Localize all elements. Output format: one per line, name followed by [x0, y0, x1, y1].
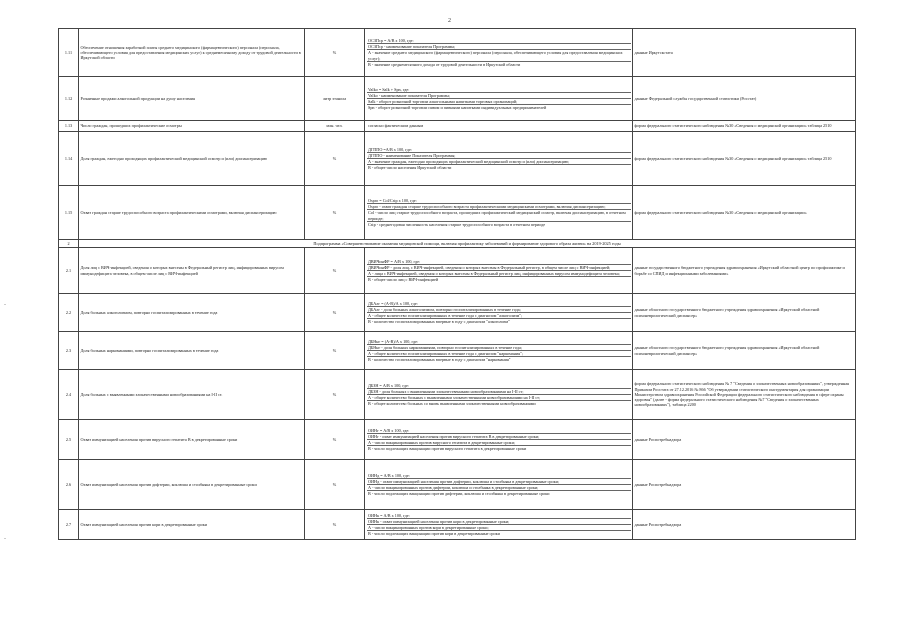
indicator-name: Доля лиц с ВИЧ-инфекцией, сведения о которых внесены в Федеральный регистр лиц, инфицированных вирусом иммунодефицита человека, в общем числе лиц с ВИЧ-инфекцией [79, 248, 305, 294]
table-row [59, 132, 856, 186]
unit-of-measure: % [305, 460, 365, 510]
method-line: Valko - наименование показателя Программы; [367, 93, 631, 99]
method-line: В - общее число населения Иркутской области [368, 165, 452, 171]
method-line: А - общее количество госпитализированных в течение года с диагнозом "алкоголизм"; [367, 313, 631, 319]
method-line: В - число подлежащих вакцинации против дифтерии, коклюша и столбняка в декретированные сроки [368, 491, 550, 497]
calculation-method [365, 77, 633, 121]
method-line: ДБЗН - доля больных с выявленными злокачественными новообразованиями на I-II ст; [367, 389, 631, 395]
indicators-block-1 [59, 29, 856, 240]
data-source: форма федерального статистического наблюдения №30 «Сведения о медицинской организации» таблица 2510 [633, 132, 856, 186]
row-number: 2.5 [59, 420, 79, 460]
page-number: 2 [448, 18, 451, 24]
margin-mark: - [4, 536, 6, 542]
method-line: Ospro - охват граждан старше трудоспособного возраста профилактическими медицинскими осмотрами, включая диспансеризацию; [367, 204, 631, 210]
section-block [59, 240, 856, 248]
section-row [59, 240, 856, 248]
indicator-name: Доля больных наркоманиями, повторно госпитализированных в течение года [79, 332, 305, 370]
margin-mark: - [4, 302, 6, 308]
method-line: ОСЗПср - наименование показателя Программы; [367, 44, 631, 50]
method-line: ОИНк = А/В х 100, где: [367, 513, 631, 519]
row-number: 1.15 [59, 186, 79, 240]
indicator-name: Доля больных с выявленными злокачественными новообразованиями на I-II ст. [79, 370, 305, 420]
method-line: ДБЗН = А/В х 100, где: [367, 383, 631, 389]
method-line: ОИНд = А/В х 100, где: [367, 473, 631, 479]
method-line: Col - число лиц старше трудоспособного возраста, прошедших профилактический медицинский осмотр, включая диспансеризацию, в отчетном периоде; [367, 210, 631, 222]
unit-of-measure: % [305, 420, 365, 460]
data-source: данные Федеральной службы государственной статистики (Росстат) [633, 77, 856, 121]
method-line: ОИНг - охват иммунизацией населения против вирусного гепатита В в декретированные сроки; [367, 434, 631, 440]
calculation-method [365, 132, 633, 186]
indicator-name: Охват иммунизацией населения против кори в декретированные сроки [79, 510, 305, 540]
table-row [59, 420, 856, 460]
row-number: 2.4 [59, 370, 79, 420]
method-line: ОИНг = А/В х 100, где: [367, 428, 631, 434]
calculation-method [365, 121, 633, 132]
unit-of-measure: литр этанола [305, 77, 365, 121]
indicator-name: Охват иммунизацией населения против вирусного гепатита В в декретированные сроки [79, 420, 305, 460]
method-line: В - число подлежащих вакцинации против кори в декретированные сроки [368, 531, 500, 537]
method-line: Ospro = Col/Cstp х 100, где: [367, 198, 631, 204]
indicator-name: Охват граждан старше трудоспособного возраста профилактическими осмотрами, включая диспансеризацию [79, 186, 305, 240]
row-number: 1.14 [59, 132, 79, 186]
method-line: согласно фактическим данным [368, 123, 424, 129]
data-source: данные областного государственного бюджетного учреждения здравоохранения «Иркутский областной психоневрологический диспансер» [633, 332, 856, 370]
method-line: ДБНнг = (А-В)/А х 100, где: [367, 339, 631, 345]
unit-of-measure: % [305, 332, 365, 370]
calculation-method [365, 510, 633, 540]
method-line: ДВИЧинФР = А/В х 100, где: [367, 259, 631, 265]
indicators-block-2 [59, 248, 856, 540]
method-line: В - количество госпитализированных впервые в году с диагнозом "алкоголизм" [368, 319, 510, 325]
calculation-method [365, 332, 633, 370]
indicator-name: Розничные продажи алкогольной продукции на душу населения [79, 77, 305, 121]
data-source: данные областного государственного бюджетного учреждения здравоохранения «Иркутский областной психоневрологический диспансер» [633, 294, 856, 332]
data-source: данные Иркутскстата [633, 29, 856, 77]
method-line: Salk - оборот розничной торговли алкогольными напитками торговых организаций; [367, 99, 631, 105]
row-number: 1.13 [59, 121, 79, 132]
calculation-method [365, 370, 633, 420]
method-line: А - значение среднего медицинского (фармацевтического) персонала (персонала, обеспечивающего условия для предоставления медицинских услуг); [367, 50, 631, 62]
row-number: 1.11 [59, 29, 79, 77]
unit-of-measure: % [305, 186, 365, 240]
method-line: А - лица с ВИЧ-инфекцией, сведения о которых внесены в Федеральный регистр лиц, инфицированных вирусом иммунодефицита человека; [367, 271, 631, 277]
method-line: ДБНнг - доля больных наркоманиями, повторно госпитализированных в течение года; [367, 345, 631, 351]
section-number: 2 [59, 240, 79, 248]
method-line: ДГППО =А/В х 100, где: [367, 147, 631, 153]
method-line: ОИНд - охват иммунизацией населения против дифтерии, коклюша и столбняка в декретированные сроки; [367, 479, 631, 485]
indicators-table [58, 28, 856, 540]
method-line: ДБАлг = (А-В)/А х 100, где: [367, 301, 631, 307]
indicator-name: Обеспечение отношения заработной платы среднего медицинского (фармацевтического) персонала (персонала, обеспечивающего условия для предоставления медицинских услуг) к среднемесячному доходу от трудовой деятельности в Иркутской области [79, 29, 305, 77]
method-line: А - общее количество госпитализированных в течение года с диагнозом "наркомания"; [367, 351, 631, 357]
method-line: А - число вакцинированных против кори в декретированные сроки; [367, 525, 631, 531]
row-number: 2.6 [59, 460, 79, 510]
calculation-method [365, 186, 633, 240]
unit-of-measure: % [305, 510, 365, 540]
indicator-name: Доля больных алкоголизмом, повторно госпитализированных в течение года [79, 294, 305, 332]
table-row [59, 370, 856, 420]
table-row [59, 294, 856, 332]
calculation-method [365, 29, 633, 77]
method-line: ОСЗПср = А/В х 100, где: [367, 38, 631, 44]
row-number: 2.2 [59, 294, 79, 332]
calculation-method [365, 420, 633, 460]
unit-of-measure: % [305, 248, 365, 294]
calculation-method [365, 460, 633, 510]
method-line: В - число подлежащих вакцинации против вирусного гепатита в декретированные сроки [368, 446, 527, 452]
row-number: 2.3 [59, 332, 79, 370]
table-row [59, 510, 856, 540]
section-title: Подпрограмма «Совершенствование оказания медицинской помощи, включая профилактику заболеваний и формирование здорового образа жизни» на 2019-2025 годы [79, 240, 856, 248]
calculation-method [365, 294, 633, 332]
table-row [59, 332, 856, 370]
indicator-name: Доля граждан, ежегодно проходящих профилактический медицинский осмотр и (или) диспансеризацию [79, 132, 305, 186]
row-number: 2.1 [59, 248, 79, 294]
data-source: данные государственного бюджетного учреждения здравоохранения «Иркутский областной центр по профилактике и борьбе со СПИД и инфекционными заболеваниями» [633, 248, 856, 294]
unit-of-measure: % [305, 29, 365, 77]
unit-of-measure: % [305, 132, 365, 186]
data-source: данные Роспотребнадзора [633, 420, 856, 460]
method-line: А - общее количество больных с выявленными злокачественными новообразованиями на I-II ст; [367, 395, 631, 401]
table-row [59, 248, 856, 294]
data-source: форма федерального статистического наблюдения № 7 "Сведения о злокачественных новообразованиях", утвержденная Приказом Росстата от 27.12.2016 № 866 "Об утверждении статистического инструментария для организации Министерством здравоохранения Российской Федерации федерального статистического наблюдения в сфере охраны здоровья" (далее - форма федерального статистического наблюдения №7 "Сведения о злокачественных новообразованиях"), таблица 2200 [633, 370, 856, 420]
table-row [59, 460, 856, 510]
indicator-name: Число граждан, прошедших профилактические осмотры [79, 121, 305, 132]
method-line: В - количество госпитализированных впервые в году с диагнозом "наркомания" [368, 357, 511, 363]
unit-of-measure: % [305, 370, 365, 420]
method-line: В - значение среднемесячного дохода от трудовой деятельности в Иркутской области [368, 61, 521, 67]
method-line: В - общее количество больных со вновь выявленными злокачественными новообразованиями [368, 401, 536, 407]
method-line: В - общее число лиц с ВИЧ-инфекцией [368, 277, 439, 283]
row-number: 1.12 [59, 77, 79, 121]
method-line: Valko = Salk + Spn, где: [367, 87, 631, 93]
method-line: Cstp - среднегодовая численность населения старше трудоспособного возраста в отчетном периоде [368, 221, 546, 227]
table-row [59, 77, 856, 121]
data-source: данные Роспотребнадзора [633, 460, 856, 510]
method-line: ОИНк - охват иммунизацией населения против кори в декретированные сроки; [367, 519, 631, 525]
method-line: ДБАлг - доля больных алкоголизмом, повторно госпитализированных в течение года; [367, 307, 631, 313]
unit-of-measure: % [305, 294, 365, 332]
method-line: А - число вакцинированных против дифтерии, коклюша и столбняка в декретированные сроки; [367, 485, 631, 491]
row-number: 2.7 [59, 510, 79, 540]
method-line: ДГППО - наименование Показателя Программы; [367, 153, 631, 159]
calculation-method [365, 248, 633, 294]
indicator-name: Охват иммунизацией населения против дифтерии, коклюша и столбняка в декретированные сроки [79, 460, 305, 510]
method-line: Spn - оборот розничной торговли пивом и пивными напитками индивидуальных предпринимателей [368, 105, 547, 111]
table-row [59, 121, 856, 132]
table-row [59, 29, 856, 77]
data-source: форма федерального статистического наблюдения №30 «Сведения о медицинской организации» таблица 2510 [633, 121, 856, 132]
table-row [59, 186, 856, 240]
data-source: данные Роспотребнадзора [633, 510, 856, 540]
method-line: А - число вакцинированных против вирусного гепатита в декретированные сроки; [367, 440, 631, 446]
method-line: А - значение граждан, ежегодно проходящих профилактический медицинский осмотр и (или) диспансеризацию; [367, 159, 631, 165]
method-line: ДВИЧинФР - доля лиц, с ВИЧ-инфекцией, сведения о которых внесены в Федеральный регистр, в общем числе лиц с ВИЧ-инфекцией; [367, 265, 631, 271]
data-source: форма федерального статистического наблюдения №30 «Сведения о медицинской организации» [633, 186, 856, 240]
unit-of-measure: млн. чел. [305, 121, 365, 132]
